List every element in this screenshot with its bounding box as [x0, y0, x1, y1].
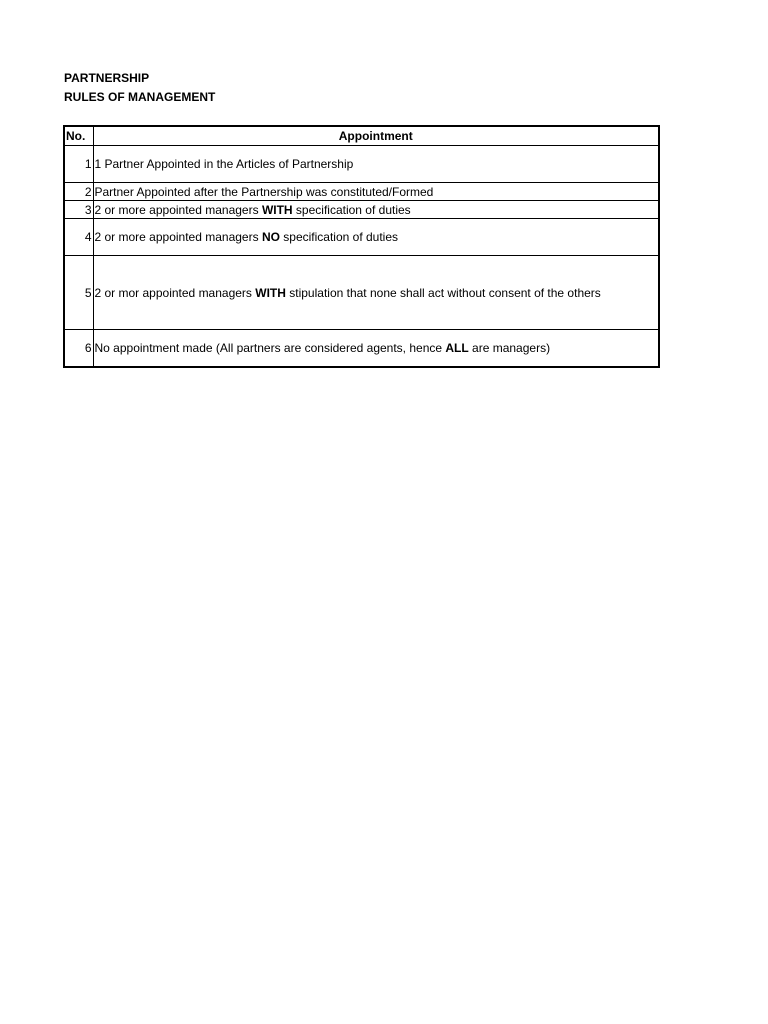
appointment-text: 2 or mor appointed managers — [94, 285, 256, 300]
appointment-text: specification of duties — [279, 230, 399, 244]
appointment-text: 2 or more appointed managers — [94, 202, 262, 217]
appointment-emphasis: NO — [261, 230, 280, 244]
row-appointment — [93, 256, 659, 330]
row-appointment — [93, 330, 659, 368]
row-number: 5 — [64, 256, 93, 330]
table-row — [64, 330, 659, 368]
row-appointment: Partner Appointed after the Partnership was constituted/Formed — [93, 183, 659, 201]
table-row — [64, 219, 659, 256]
header-no: No. — [64, 126, 93, 146]
document-title: PARTNERSHIP — [64, 71, 150, 85]
appointment-emphasis: WITH — [255, 285, 286, 300]
header-appointment: Appointment — [93, 126, 659, 146]
row-appointment — [93, 219, 659, 256]
row-number: 2 — [64, 183, 93, 201]
table-row — [64, 183, 659, 201]
row-number: 4 — [64, 219, 93, 256]
table-row — [64, 201, 659, 219]
table-row — [64, 146, 659, 183]
appointment-text: are managers) — [468, 341, 551, 355]
appointment-text: stipulation that none shall act without consent of the others — [285, 285, 601, 300]
row-number: 3 — [64, 201, 93, 219]
document-subtitle: RULES OF MANAGEMENT — [64, 90, 216, 104]
appointment-text: specification of duties — [292, 202, 411, 217]
rules-table — [63, 125, 660, 368]
table-header-row — [64, 126, 659, 146]
appointment-emphasis: WITH — [261, 202, 293, 217]
row-appointment — [93, 201, 659, 219]
row-number: 6 — [64, 330, 93, 368]
row-appointment: 1 Partner Appointed in the Articles of Partnership — [93, 146, 659, 183]
table-row — [64, 256, 659, 330]
row-number: 1 — [64, 146, 93, 183]
appointment-emphasis: ALL — [445, 341, 469, 355]
appointment-text: No appointment made (All partners are considered agents, hence — [94, 341, 446, 355]
appointment-text: 2 or more appointed managers — [94, 230, 262, 244]
